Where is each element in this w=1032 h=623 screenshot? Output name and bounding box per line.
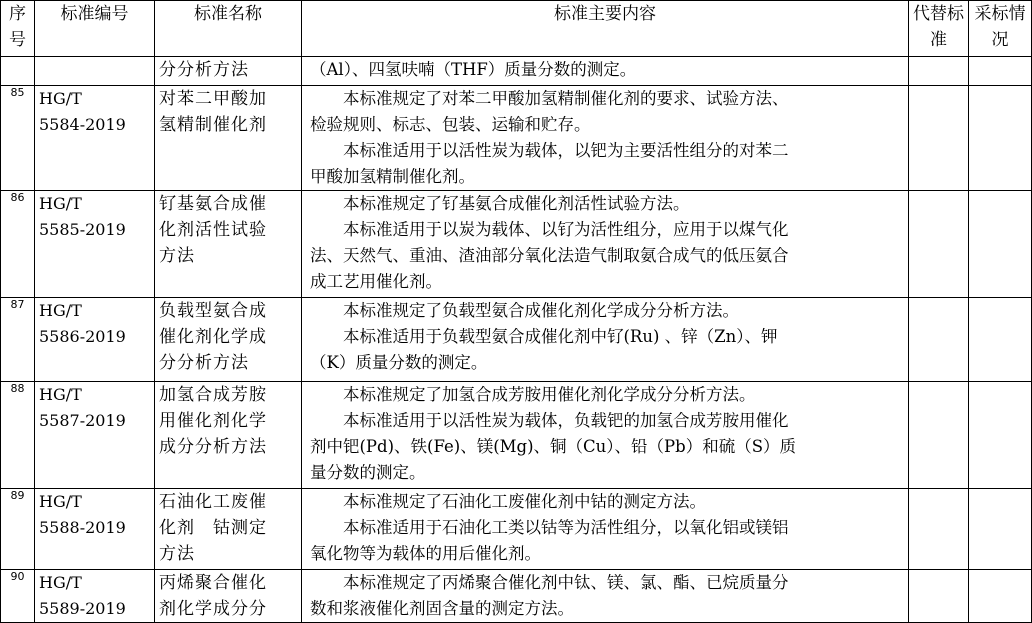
cell-seq: 86 (1, 191, 35, 298)
cell-replace (909, 86, 969, 191)
cell-line: 5585-2019 (39, 220, 126, 239)
cell-line: 法、天然气、重油、渣油部分氧化法造气制取氨合成气的低压氨合 (310, 246, 789, 265)
cell-seq: 85 (1, 86, 35, 191)
cell-adopt (969, 86, 1032, 191)
header-adopt: 采标情况 (969, 1, 1032, 57)
cell-line: 本标准适用于石油化工类以钴等为活性组分，以氧化铝或镁铝 (310, 518, 789, 537)
cell-line: 本标准适用于负载型氨合成催化剂中钌(Ru) 、锌（Zn）、钾 (310, 327, 778, 346)
cell-code (35, 86, 155, 191)
cell-line: 5589-2019 (39, 599, 126, 618)
cell-line: 量分数的测定。 (310, 463, 426, 482)
table-row (1, 57, 1032, 86)
cell-line: 化剂 钴测定 (159, 518, 267, 538)
cell-line: 加氢合成芳胺 (159, 385, 267, 405)
header-name: 标准名称 (155, 1, 302, 57)
cell-line: 本标准适用于以活性炭为载体，负载钯的加氢合成芳胺用催化 (310, 411, 789, 430)
cell-line: （Al）、四氢呋喃（THF）质量分数的测定。 (310, 60, 637, 79)
cell-name (155, 489, 302, 570)
cell-line: 5587-2019 (39, 411, 126, 430)
cell-line: 数和浆液催化剂固含量的测定方法。 (310, 599, 574, 618)
cell-line: HG/T (39, 89, 82, 108)
header-replace: 代替标准 (909, 1, 969, 57)
cell-code (35, 382, 155, 489)
header-content: 标准主要内容 (302, 1, 909, 57)
cell-line: 本标准规定了对苯二甲酸加氢精制催化剂的要求、试验方法、 (310, 89, 789, 108)
cell-line: 成工艺用催化剂。 (310, 272, 442, 291)
cell-line: 甲酸加氢精制催化剂。 (310, 167, 475, 186)
cell-line: 钌基氨合成催 (159, 194, 267, 214)
cell-content (302, 191, 909, 298)
cell-line: 5588-2019 (39, 518, 126, 537)
cell-content (302, 489, 909, 570)
cell-content (302, 86, 909, 191)
cell-line: HG/T (39, 385, 82, 404)
cell-line: 分分析方法 (159, 353, 249, 373)
cell-line: 方法 (159, 246, 195, 266)
cell-content (302, 57, 909, 86)
cell-replace (909, 191, 969, 298)
cell-name (155, 382, 302, 489)
cell-name (155, 57, 302, 86)
table-header-row (1, 1, 1032, 57)
cell-name (155, 298, 302, 382)
cell-line: 5586-2019 (39, 327, 126, 346)
cell-line: 5584-2019 (39, 115, 126, 134)
cell-replace (909, 489, 969, 570)
cell-adopt (969, 382, 1032, 489)
cell-seq: 89 (1, 489, 35, 570)
table-row (1, 191, 1032, 298)
table-row (1, 298, 1032, 382)
cell-line: 本标准规定了加氢合成芳胺用催化剂化学成分分析方法。 (310, 385, 756, 404)
cell-line: 负载型氨合成 (159, 301, 267, 321)
cell-line: 剂中钯(Pd)、铁(Fe)、镁(Mg)、铜（Cu）、铅（Pb）和硫（S）质 (310, 437, 797, 456)
cell-line: HG/T (39, 492, 82, 511)
cell-line: 本标准规定了负载型氨合成催化剂化学成分分析方法。 (310, 301, 739, 320)
cell-adopt (969, 489, 1032, 570)
cell-replace (909, 382, 969, 489)
cell-line: 剂化学成分分 (159, 599, 267, 619)
cell-line: 氢精制催化剂 (159, 115, 267, 135)
cell-seq (1, 57, 35, 86)
cell-code (35, 191, 155, 298)
cell-seq: 88 (1, 382, 35, 489)
header-code: 标准编号 (35, 1, 155, 57)
table-row (1, 489, 1032, 570)
cell-line: 分分析方法 (159, 60, 249, 80)
cell-name (155, 86, 302, 191)
cell-line: 本标准规定了丙烯聚合催化剂中钛、镁、氯、酯、已烷质量分 (310, 573, 789, 592)
cell-line: HG/T (39, 194, 82, 213)
cell-line: 对苯二甲酸加 (159, 89, 267, 109)
table-row (1, 382, 1032, 489)
cell-line: 检验规则、标志、包装、运输和贮存。 (310, 115, 591, 134)
cell-content (302, 298, 909, 382)
cell-line: 氧化物等为载体的用后催化剂。 (310, 544, 541, 563)
cell-line: HG/T (39, 301, 82, 320)
cell-adopt (969, 57, 1032, 86)
cell-replace (909, 57, 969, 86)
cell-line: 本标准规定了石油化工废催化剂中钴的测定方法。 (310, 492, 706, 511)
cell-line: 用催化剂化学 (159, 411, 267, 431)
table-row (1, 86, 1032, 191)
cell-line: 石油化工废催 (159, 492, 267, 512)
cell-code (35, 489, 155, 570)
header-seq: 序号 (1, 1, 35, 57)
cell-line: 成分分析方法 (159, 437, 267, 457)
cell-line: 方法 (159, 544, 195, 564)
cell-name (155, 191, 302, 298)
cell-adopt (969, 191, 1032, 298)
cell-line: HG/T (39, 573, 82, 592)
cell-line: 本标准适用于以活性炭为载体，以钯为主要活性组分的对苯二 (310, 141, 789, 160)
cell-line: （K）质量分数的测定。 (310, 353, 488, 372)
cell-content (302, 382, 909, 489)
cell-replace (909, 298, 969, 382)
cell-line: 化剂活性试验 (159, 220, 267, 240)
cell-code (35, 298, 155, 382)
cell-line: 丙烯聚合催化 (159, 573, 267, 593)
cell-code (35, 57, 155, 86)
cell-seq: 87 (1, 298, 35, 382)
cell-seq: 90 (1, 570, 35, 623)
cell-line: 催化剂化学成 (159, 327, 267, 347)
cell-line: 本标准适用于以炭为载体、以钌为活性组分，应用于以煤气化 (310, 220, 789, 239)
cell-line: 本标准规定了钌基氨合成催化剂活性试验方法。 (310, 194, 690, 213)
cell-adopt (969, 298, 1032, 382)
